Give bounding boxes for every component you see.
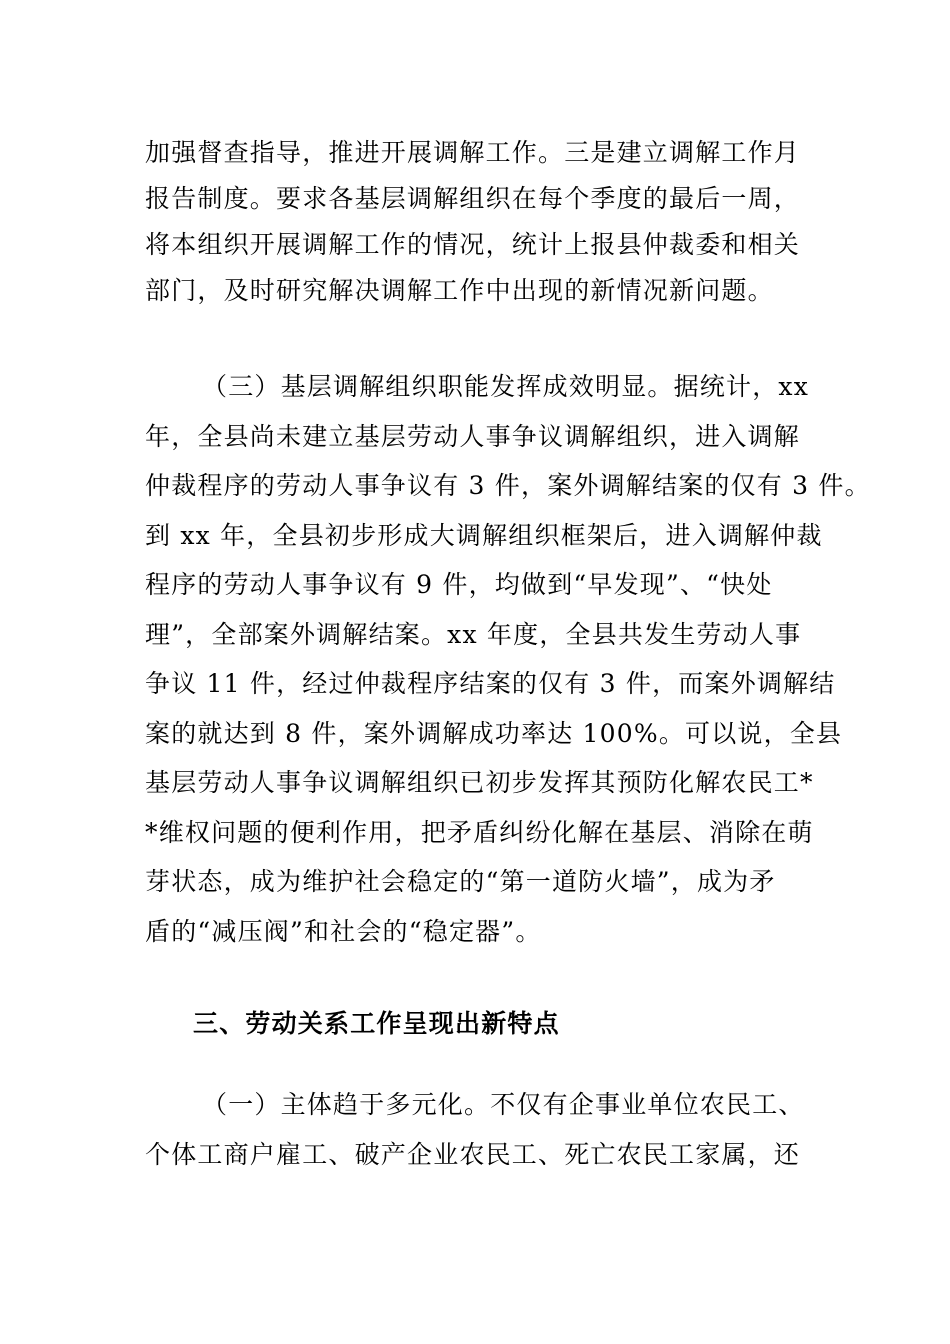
paragraph-2-line-4: 到 xx 年，全县初步形成大调解组织框架后，进入调解仲裁 [145,521,823,550]
paragraph-2-line-1: （三）基层调解组织职能发挥成效明显。据统计，xx [202,372,810,401]
paragraph-2-line-5: 程序的劳动人事争议有 9 件，均做到“早发现”、“快处 [145,570,773,599]
paragraph-2-line-3: 仲裁程序的劳动人事争议有 3 件，案外调解结案的仅有 3 件。 [145,471,871,500]
paragraph-1-line-1: 加强督查指导，推进开展调解工作。三是建立调解工作月 [145,138,801,167]
paragraph-2-line-12: 盾的“减压阀”和社会的“稳定器”。 [145,917,542,946]
section-heading: 三、劳动关系工作呈现出新特点 [193,1009,560,1038]
paragraph-1-line-4: 部门，及时研究解决调解工作中出现的新情况新问题。 [145,276,774,305]
paragraph-2-line-10: *维权问题的便利作用，把矛盾纠纷化解在基层、消除在萌 [145,818,814,847]
paragraph-2-line-11: 芽状态，成为维护社会稳定的“第一道防火墙”，成为矛 [145,867,776,896]
paragraph-3-line-1: （一）主体趋于多元化。不仅有企事业单位农民工、 [202,1090,805,1119]
paragraph-2-line-2: 年，全县尚未建立基层劳动人事争议调解组织，进入调解 [145,422,801,451]
paragraph-1-line-3: 将本组织开展调解工作的情况，统计上报县仲裁委和相关 [145,230,801,259]
paragraph-1-line-2: 报告制度。要求各基层调解组织在每个季度的最后一周， [145,184,801,213]
paragraph-2-line-7: 争议 11 件，经过仲裁程序结案的仅有 3 件，而案外调解结 [145,669,836,698]
paragraph-2-line-6: 理”，全部案外调解结案。xx 年度，全县共发生劳动人事 [145,620,802,649]
paragraph-3-line-2: 个体工商户雇工、破产企业农民工、死亡农民工家属，还 [145,1140,801,1169]
paragraph-2-line-9: 基层劳动人事争议调解组织已初步发挥其预防化解农民工* [145,768,814,797]
paragraph-2-line-8: 案的就达到 8 件，案外调解成功率达 100%。可以说，全县 [145,719,843,748]
